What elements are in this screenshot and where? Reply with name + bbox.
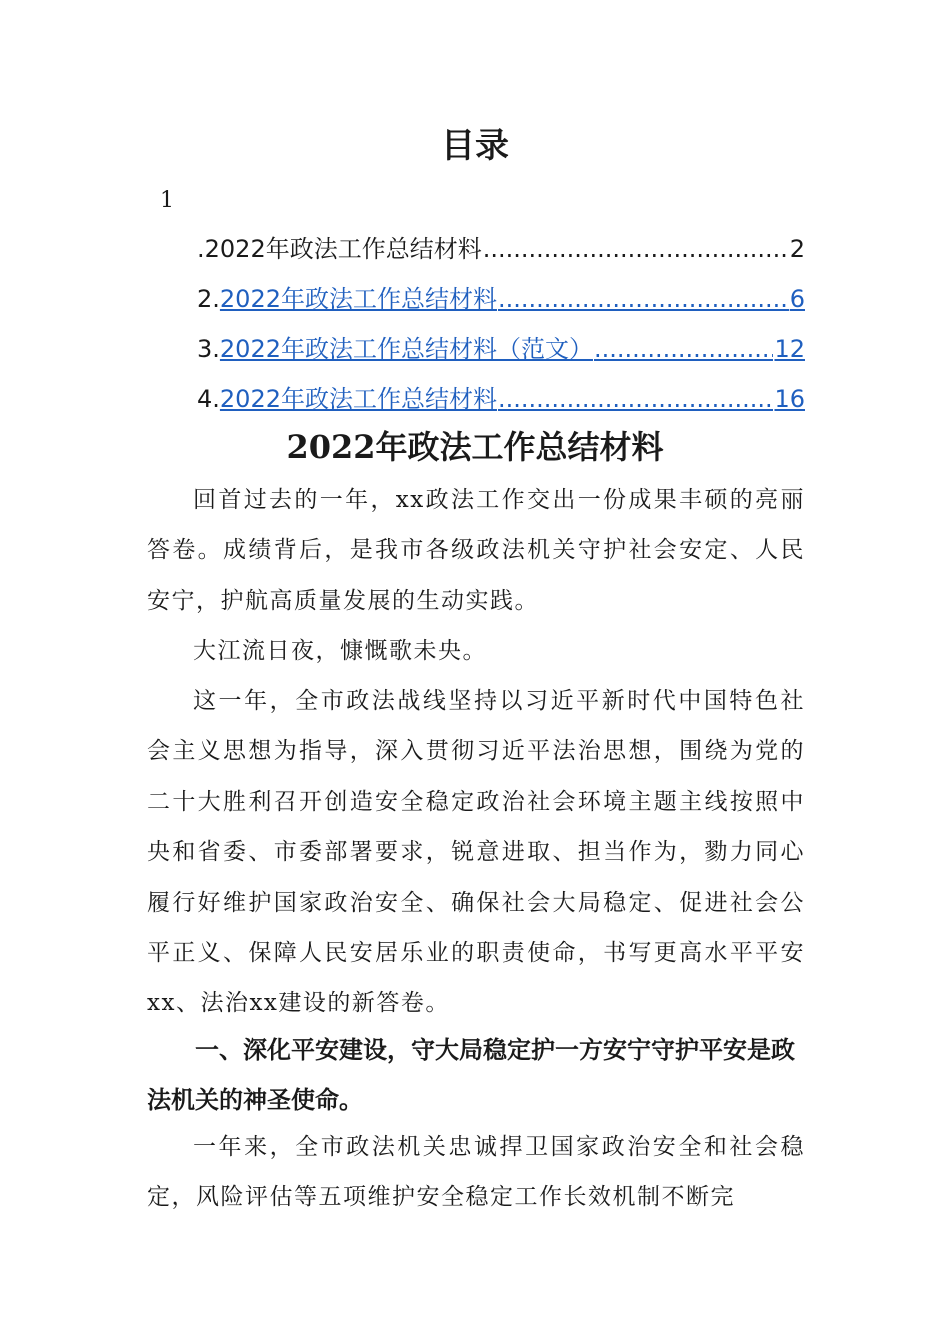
toc-entry-number: . (197, 235, 205, 263)
body-paragraph: 一年来，全市政法机关忠诚捍卫国家政治安全和社会稳定，风险评估等五项维护安全稳定工作长效机制不断完 (147, 1134, 805, 1211)
toc-entry-number: 4. (197, 385, 220, 413)
toc-entry-link[interactable]: 2022年政法工作总结材料 (219, 285, 497, 313)
body-paragraph: 回首过去的一年，xx政法工作交出一份成果丰硕的亮丽答卷。成绩背后，是我市各级政法机关守护社会安定、人民安宁，护航高质量发展的生动实践。 (147, 487, 805, 614)
toc-entry-link[interactable]: 2022年政法工作总结材料 (219, 385, 497, 413)
toc-entry-number: 3. (197, 335, 220, 363)
toc-entry-page[interactable]: 12 (774, 335, 805, 363)
body-paragraph: 这一年，全市政法战线坚持以习近平新时代中国特色社会主义思想为指导，深入贯彻习近平法治思想，围绕为党的二十大胜利召开创造安全稳定政治社会环境主题主线按照中央和省委、市委部署要求，锐意进取、担当作为，勠力同心履行好维护国家政治安全、确保社会大局稳定、促进社会公平正义、保障人民安居乐业的职责使命，书写更高水平平安xx、法治xx建设的新答卷。 (147, 688, 805, 1017)
page-number: 1 (160, 188, 174, 213)
toc-entry-page[interactable]: 16 (774, 385, 805, 413)
toc-entry-1[interactable] (197, 232, 805, 266)
toc-entry-page[interactable]: 6 (789, 285, 805, 313)
toc-leader-dots (498, 382, 773, 416)
toc-title: 目录 (441, 126, 509, 166)
toc-entry-4[interactable] (197, 382, 805, 416)
section-heading: 一、深化平安建设，守大局稳定护一方安宁守护平安是政法机关的神圣使命。 (147, 1036, 795, 1114)
toc-leader-dots (498, 282, 789, 316)
toc-entry-link[interactable]: 2022年政法工作总结材料（范文） (219, 335, 593, 363)
toc-entry-page: 2 (789, 235, 805, 263)
toc-entry-2[interactable] (197, 282, 805, 316)
toc-entry-3[interactable] (197, 332, 805, 366)
toc-entry-text: 2022年政法工作总结材料 (204, 235, 482, 263)
document-title: 2022年政法工作总结材料 (286, 428, 664, 466)
toc-leader-dots (594, 332, 773, 366)
body-paragraph: 大江流日夜，慷慨歌未央。 (193, 638, 487, 664)
toc-entry-number: 2. (197, 285, 220, 313)
toc-leader-dots (483, 232, 789, 266)
